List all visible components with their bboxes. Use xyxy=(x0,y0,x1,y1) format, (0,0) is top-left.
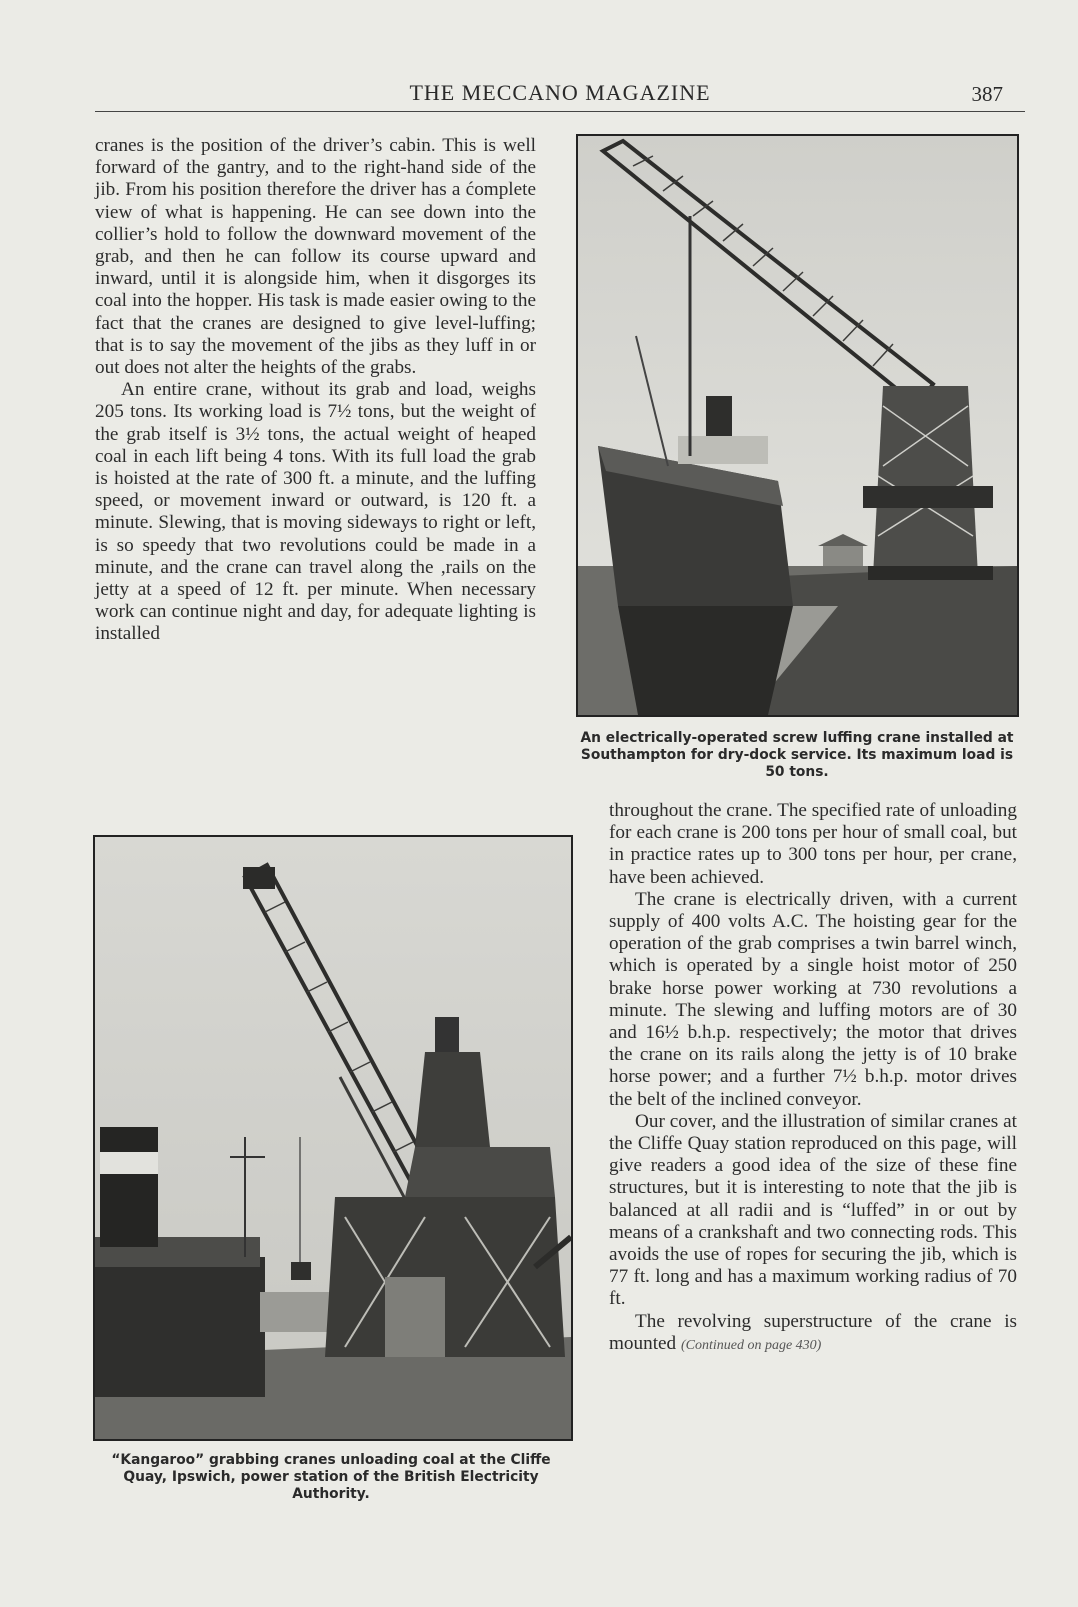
continued-link[interactable]: (Continued on page 430) xyxy=(680,1337,822,1353)
photo-kangaroo-cranes xyxy=(93,835,573,1441)
top-photo-caption: An electrically-operated screw luffing crane installed at Southampton for dry-dock service. Its maximum load is 50 tons. xyxy=(580,730,1014,780)
paragraph: The crane is electrically driven, with a current supply of 400 volts A.C. The hoisting gear for the operation of the grab comprises a twin barrel winch, which is operated by a single hoist motor of 250 brake horse power working at 730 revolutions a minute. The slewing and luffing motors are of 30 and 16½ b.h.p. respectively; the motor that drives the crane on its rails along the jetty is of 10 brake horse power; and a further 7½ b.h.p. motor drives the belt of the inclined conveyor. xyxy=(609,888,1017,1110)
paragraph: cranes is the position of the driver’s cabin. This is well forward of the gantry, and to the right-hand side of the jib. From his position therefore the driver has a ćomplete view of what is happening. He can see down into the collier’s hold to follow the downward movement of the grab, and then he can follow its course upward and inward, until it is alongside him, when it disgorges its coal into the hopper. His task is made easier owing to the fact that the cranes are designed to give level-luffing; that is to say the movement of the jibs as they luff in or out does not alter the heights of the grabs. xyxy=(95,135,536,379)
paragraph: Our cover, and the illustration of similar cranes at the Cliffe Quay station reproduced on this page, will give readers a good idea of the size of these fine structures, but it is interesting to note that the jib is balanced at all radii and is “luffed” in or out by means of a crankshaft and two connecting rods. This avoids the use of ropes for securing the jib, which is 77 ft. long and has a maximum working radius of 70 ft. xyxy=(609,1110,1017,1310)
magazine-title: THE MECCANO MAGAZINE xyxy=(409,80,711,105)
paragraph: throughout the crane. The specified rate of unloading for each crane is 200 tons per hour of small coal, but in practice rates up to 300 tons per hour, per crane, have been achieved. xyxy=(609,800,1017,888)
page-number: 387 xyxy=(971,82,1003,106)
photo-luffing-crane xyxy=(576,134,1019,717)
luffing-crane-illustration xyxy=(578,136,1017,715)
bottom-photo-caption: “Kangaroo” grabbing cranes unloading coal at the Cliffe Quay, Ipswich, power station of the British Electricity Authority. xyxy=(111,1452,551,1502)
paragraph-last xyxy=(609,1311,1017,1357)
page-header xyxy=(95,78,1025,112)
kangaroo-cranes-illustration xyxy=(95,837,571,1439)
paragraph-text: The revolving superstructure of the crane is mounted xyxy=(609,1310,1017,1354)
right-text-column xyxy=(609,800,1017,1357)
left-text-column xyxy=(95,135,536,646)
paragraph: An entire crane, without its grab and load, weighs 205 tons. Its working load is 7½ tons, but the weight of the grab itself is 3½ tons, the actual weight of heaped coal in each lift being 4 tons. With its full load the grab is hoisted at the rate of 300 ft. a minute, and the luffing speed, or movement inward or outward, is 120 ft. a minute. Slewing, that is moving sideways to right or left, is so speedy that two revolutions could be made in a minute, and the crane can travel along the ,rails on the jetty at a speed of 12 ft. per minute. When necessary work can continue night and day, for adequate lighting is installed xyxy=(95,379,536,645)
header-rule xyxy=(95,111,1025,112)
